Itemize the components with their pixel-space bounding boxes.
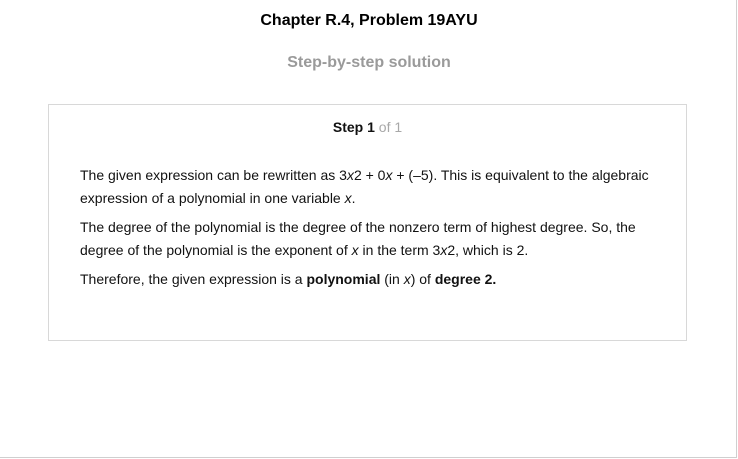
solution-subtitle: Step-by-step solution — [287, 54, 451, 71]
solution-content — [80, 164, 658, 297]
solution-step-card — [48, 104, 687, 341]
solution-paragraph-1: The given expression can be rewritten as 3x2 + 0x + (–5). This is equivalent to the algebraic expression of a polynomial in one variable x. — [80, 167, 649, 206]
chapter-title: Chapter R.4, Problem 19AYU — [260, 12, 478, 29]
step-number: 1 — [367, 119, 375, 135]
step-header — [49, 119, 686, 135]
solution-conclusion: Therefore, the given expression is a polynomial (in x) of degree 2. — [80, 271, 497, 287]
solution-paragraph-2: The degree of the polynomial is the degree of the nonzero term of highest degree. So, the degree of the polynomial is the exponent of x in the term 3x2, which is 2. — [80, 219, 636, 258]
step-label: Step — [332, 119, 364, 135]
step-total: of 1 — [378, 119, 403, 135]
